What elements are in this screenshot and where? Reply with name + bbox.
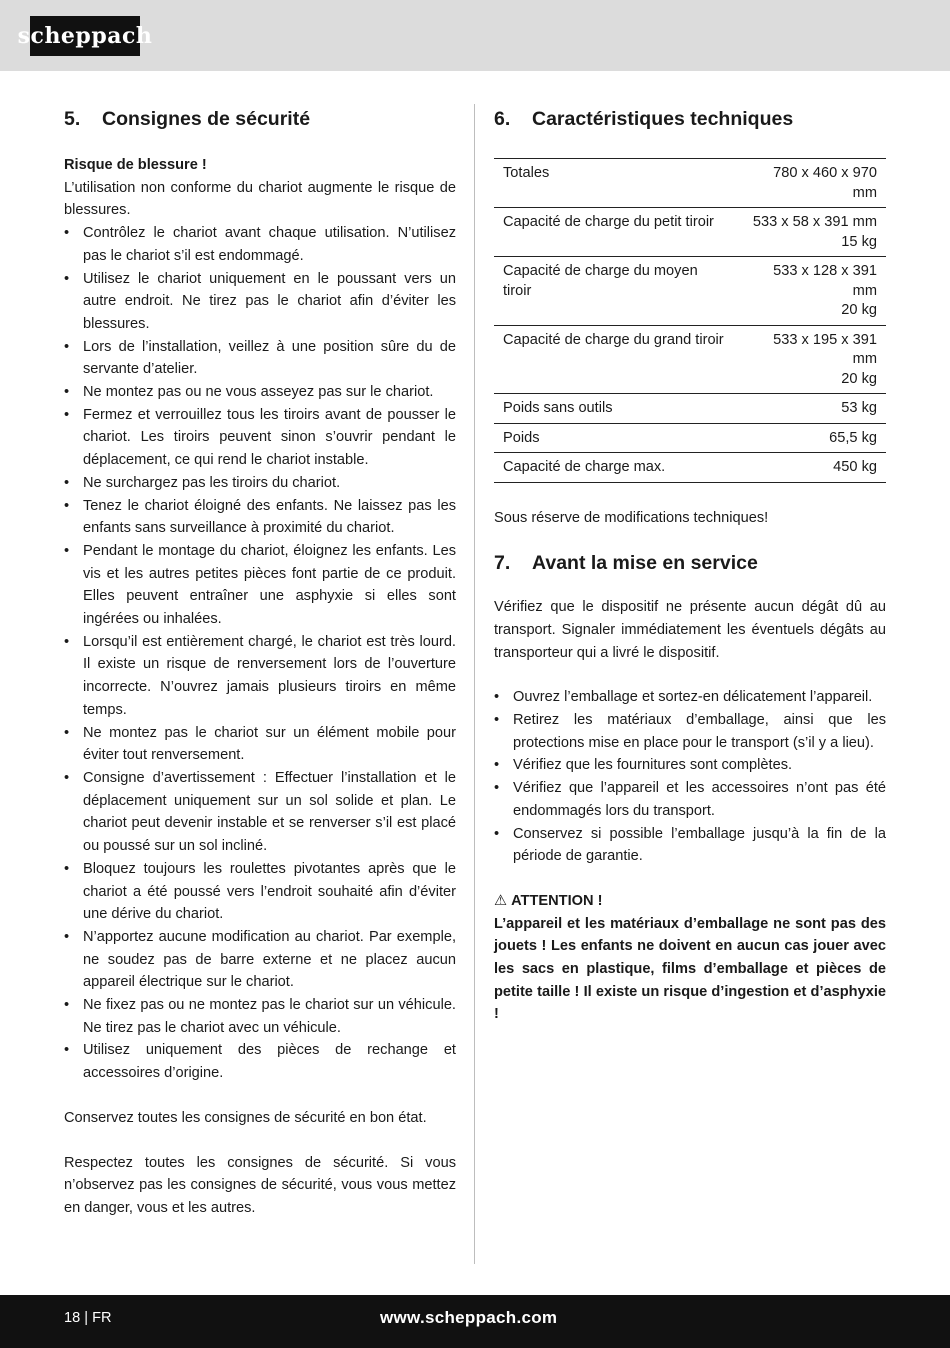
- spec-label: Poids: [494, 423, 737, 453]
- list-item: • Conservez si possible l’emballage jusqu’à la fin de la période de garantie.: [494, 823, 886, 868]
- table-row: [494, 394, 886, 424]
- respect-instructions-text: Respectez toutes les consignes de sécurité. Si vous n’observez pas les consignes de sécurité, vous vous mettez en danger, vous et les autres.: [64, 1154, 456, 1216]
- list-item: • Bloquez toujours les roulettes pivotantes après que le chariot a été poussé vers l’endroit souhaité afin d’éviter une dérive du chariot.: [64, 858, 456, 926]
- list-item: • Ne montez pas le chariot sur un élément mobile pour éviter tout renversement.: [64, 722, 456, 767]
- spec-note: Sous réserve de modifications techniques!: [494, 509, 769, 526]
- section-7-title: Avant la mise en service: [532, 552, 758, 575]
- spec-label: Capacité de charge du grand tiroir: [494, 325, 737, 394]
- list-item: • Tenez le chariot éloigné des enfants. Ne laissez pas les enfants sans surveillance à proximité du chariot.: [64, 495, 456, 540]
- section-6-number: 6.: [494, 108, 511, 130]
- spec-label: Capacité de charge du petit tiroir: [494, 208, 737, 257]
- brand-logo: scheppach: [30, 16, 140, 56]
- safety-list: [64, 222, 456, 1085]
- spec-value: 53 kg: [737, 394, 886, 424]
- table-row: [494, 159, 886, 208]
- spec-value: 533 x 128 x 391 mm 20 kg: [737, 257, 886, 326]
- spec-value: 533 x 195 x 391 mm 20 kg: [737, 325, 886, 394]
- list-item: • Vérifiez que l’appareil et les accessoires n’ont pas été endommagés lors du transport.: [494, 777, 886, 822]
- page-header: [0, 0, 950, 71]
- warning-icon: ⚠: [494, 892, 508, 909]
- before-use-intro: Vérifiez que le dispositif ne présente aucun dégât dû au transport. Signaler immédiatement les éventuels dégâts au transporteur qui a livré le dispositif.: [494, 599, 886, 661]
- right-column: [494, 104, 886, 1026]
- spec-table: [494, 158, 886, 483]
- spec-label: Capacité de charge du moyen tiroir: [494, 257, 737, 326]
- keep-instructions-text: Conservez toutes les consignes de sécurité en bon état.: [64, 1109, 427, 1126]
- section-6-heading: [494, 104, 886, 134]
- list-item: • Ne surchargez pas les tiroirs du chariot.: [64, 472, 456, 495]
- section-7-number: 7.: [494, 552, 511, 575]
- list-item: • Vérifiez que les fournitures sont complètes.: [494, 754, 886, 777]
- column-divider: [474, 104, 475, 1264]
- website-url: www.scheppach.com: [380, 1308, 558, 1327]
- list-item: • Lors de l’installation, veillez à une position sûre du de servante d’atelier.: [64, 336, 456, 381]
- risk-heading: Risque de blessure !: [64, 157, 207, 173]
- section-5-number: 5.: [64, 108, 81, 130]
- list-item: • Fermez et verrouillez tous les tiroirs avant de pousser le chariot. Les tiroirs peuvent sinon s’ouvrir pendant le déplacement, ce qui rend le chariot instable.: [64, 404, 456, 472]
- spec-value: 533 x 58 x 391 mm 15 kg: [737, 208, 886, 257]
- before-use-list: [494, 686, 886, 868]
- list-item: • Lorsqu’il est entièrement chargé, le chariot est très lourd. Il existe un risque de renversement lors de l’ouverture incorrecte. N’ouvrez jamais plusieurs tiroirs en même temps.: [64, 631, 456, 722]
- spec-value: 65,5 kg: [737, 423, 886, 453]
- page-footer: [0, 1295, 950, 1348]
- spec-label: Capacité de charge max.: [494, 453, 737, 483]
- table-row: [494, 257, 886, 326]
- list-item: • Ne montez pas ou ne vous asseyez pas sur le chariot.: [64, 381, 456, 404]
- attention-label: ATTENTION !: [511, 892, 603, 909]
- table-row: [494, 208, 886, 257]
- table-row: [494, 423, 886, 453]
- spec-value: 780 x 460 x 970 mm: [737, 159, 886, 208]
- section-6-title: Caractéristiques techniques: [532, 108, 794, 130]
- spec-label: Poids sans outils: [494, 394, 737, 424]
- list-item: • Utilisez le chariot uniquement en le poussant vers un autre endroit. Ne tirez pas le chariot afin d’éviter les blessures.: [64, 268, 456, 336]
- list-item: • Utilisez uniquement des pièces de rechange et accessoires d’origine.: [64, 1039, 456, 1084]
- list-item: • Ne fixez pas ou ne montez pas le chariot sur un véhicule. Ne tirez pas le chariot avec un véhicule.: [64, 994, 456, 1039]
- section-5-title: Consignes de sécurité: [102, 108, 311, 130]
- list-item: • Consigne d’avertissement : Effectuer l’installation et le déplacement uniquement sur un sol solide et plan. Le chariot peut devenir instable et se renverser s’il est placé ou poussé sur un sol incliné.: [64, 767, 456, 858]
- page-number: 18 | FR: [64, 1310, 112, 1326]
- spec-label: Totales: [494, 159, 737, 208]
- list-item: • Ouvrez l’emballage et sortez-en délicatement l’appareil.: [494, 686, 886, 709]
- safety-intro: L’utilisation non conforme du chariot augmente le risque de blessures.: [64, 179, 456, 219]
- section-7-heading: [494, 548, 886, 578]
- table-row: [494, 325, 886, 394]
- attention-text: L’appareil et les matériaux d’emballage ne sont pas des jouets ! Les enfants ne doivent en aucun cas jouer avec les sacs en plastique, films d’emballage et pièces de petite taille ! Il existe un risque d’ingestion et d’asphyxie !: [494, 915, 886, 1023]
- attention-heading: [494, 890, 886, 913]
- section-5-heading: [64, 104, 456, 134]
- left-column: [64, 104, 456, 1220]
- list-item: • Pendant le montage du chariot, éloignez les enfants. Les vis et les autres petites pièces font partie de ce produit. Elles peuvent entraîner une asphyxie si elles sont ingérées ou inhalées.: [64, 540, 456, 631]
- list-item: • Retirez les matériaux d’emballage, ainsi que les protections mise en place pour le transport (s’il y a lieu).: [494, 709, 886, 754]
- spec-value: 450 kg: [737, 453, 886, 483]
- list-item: • Contrôlez le chariot avant chaque utilisation. N’utilisez pas le chariot s’il est endommagé.: [64, 222, 456, 267]
- table-row: [494, 453, 886, 483]
- list-item: • N’apportez aucune modification au chariot. Par exemple, ne soudez pas de barre externe et ne placez aucun appareil électrique sur le chariot.: [64, 926, 456, 994]
